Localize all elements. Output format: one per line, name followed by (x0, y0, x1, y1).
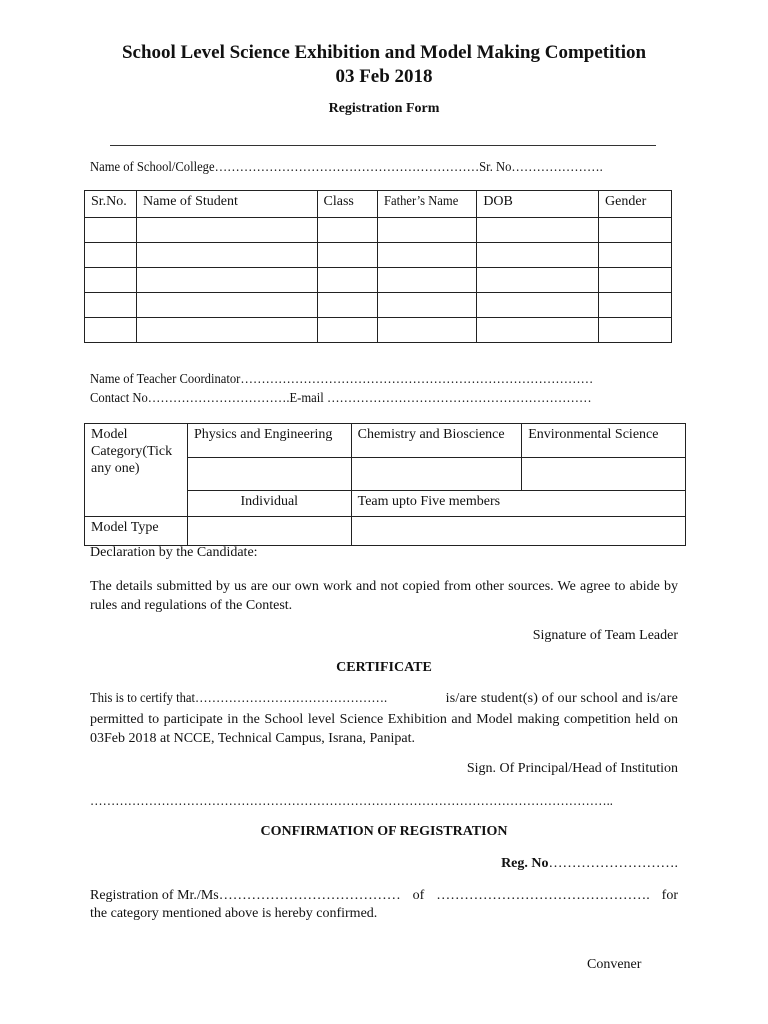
table-cell[interactable] (136, 293, 317, 318)
header-fathers-name: Father’s Name (378, 191, 477, 218)
category-physics-tick[interactable] (187, 458, 351, 491)
contact-line (90, 391, 647, 407)
table-cell[interactable] (599, 218, 672, 243)
students-header-row (85, 191, 672, 218)
category-chemistry-tick[interactable] (351, 458, 522, 491)
declaration-heading: Declaration by the Candidate: (90, 545, 258, 560)
students-table (84, 190, 672, 343)
confirmation-line-2: the category mentioned above is hereby confirmed. (90, 906, 378, 921)
type-team-tick[interactable] (351, 517, 685, 546)
table-cell[interactable] (317, 243, 378, 268)
certificate-heading: CERTIFICATE (336, 660, 432, 675)
page-title: School Level Science Exhibition and Model Making Competition (121, 42, 647, 63)
principal-signature: Sign. Of Principal/Head of Institution (466, 761, 678, 776)
table-cell[interactable] (599, 268, 672, 293)
institution-field[interactable]: ………………………………………. (436, 888, 650, 903)
type-individual-label: Individual (187, 491, 351, 517)
table-row (85, 318, 672, 343)
table-cell[interactable] (85, 218, 137, 243)
srno-label: Sr. No (479, 160, 512, 175)
table-cell[interactable] (378, 218, 477, 243)
table-cell[interactable] (85, 318, 137, 343)
contact-field[interactable]: ……………………………. (147, 391, 290, 406)
certificate-line-1 (90, 691, 678, 707)
table-cell[interactable] (85, 243, 137, 268)
coordinator-field[interactable]: ………………………………………………………………………… (240, 372, 594, 387)
email-label: E-mail (289, 391, 324, 406)
table-cell[interactable] (477, 293, 599, 318)
table-cell[interactable] (85, 293, 137, 318)
table-cell[interactable] (477, 318, 599, 343)
table-cell[interactable] (136, 318, 317, 343)
registrant-name-field[interactable]: ………………………………… (218, 888, 401, 903)
table-cell[interactable] (317, 318, 378, 343)
coordinator-label: Name of Teacher Coordinator (90, 372, 241, 387)
reg-no-label: Reg. No (501, 856, 549, 871)
table-cell[interactable] (599, 318, 672, 343)
table-row (85, 218, 672, 243)
category-environmental-label: Environmental Science (522, 424, 686, 458)
table-cell[interactable] (378, 318, 477, 343)
email-field[interactable]: ……………………………………………………… (323, 391, 592, 406)
table-row (85, 243, 672, 268)
school-label: Name of School/College (90, 160, 215, 175)
certificate-students-field[interactable]: ………………………………………. (194, 691, 388, 706)
table-cell[interactable] (136, 243, 317, 268)
table-cell[interactable] (477, 243, 599, 268)
table-cell[interactable] (85, 268, 137, 293)
confirmation-heading: CONFIRMATION OF REGISTRATION (260, 824, 508, 839)
reg-no-line (501, 856, 678, 872)
of-label: of (412, 888, 425, 903)
table-cell[interactable] (477, 218, 599, 243)
cut-line: …………………………………………………………………………………………………………….. (90, 794, 613, 809)
team-leader-signature: Signature of Team Leader (532, 628, 678, 643)
table-cell[interactable] (136, 268, 317, 293)
header-gender: Gender (599, 191, 672, 218)
event-date: 03 Feb 2018 (335, 66, 433, 87)
header-divider (110, 145, 656, 146)
registration-label: Registration of Mr./Ms (90, 888, 219, 903)
certificate-start: This is to certify that (90, 691, 195, 706)
type-individual-tick[interactable] (187, 517, 351, 546)
model-table (84, 423, 686, 546)
header-student-name: Name of Student (136, 191, 317, 218)
for-label: for (661, 888, 678, 903)
convener-signature: Convener (587, 957, 642, 972)
certificate-end: is/are student(s) of our school and is/are (445, 691, 678, 706)
table-cell[interactable] (599, 243, 672, 268)
school-line (90, 160, 660, 176)
header-class: Class (317, 191, 378, 218)
table-cell[interactable] (378, 243, 477, 268)
table-row (85, 293, 672, 318)
registration-line (90, 888, 678, 904)
table-cell[interactable] (317, 268, 378, 293)
model-type-label: Model Type (85, 517, 188, 546)
reg-no-field[interactable]: ………………………. (548, 856, 678, 871)
certificate-text: permitted to participate in the School level Science Exhibition and Model making competition held on 03Feb 2018 at NCCE, Technical Campus, Israna, Panipat. (90, 712, 678, 746)
table-cell[interactable] (599, 293, 672, 318)
srno-field[interactable]: …………………. (511, 160, 603, 175)
table-row (85, 268, 672, 293)
declaration-text: The details submitted by us are our own work and not copied from other sources. We agree to abide by rules and regulations of the Contest. (90, 579, 678, 613)
form-title: Registration Form (328, 101, 440, 116)
category-chemistry-label: Chemistry and Bioscience (351, 424, 522, 458)
type-team-label: Team upto Five members (351, 491, 685, 517)
school-name-field[interactable]: ……………………………………………………… (214, 160, 480, 175)
model-category-label: Model Category(Tick any one) (85, 424, 188, 517)
table-cell[interactable] (317, 293, 378, 318)
contact-label: Contact No (90, 391, 148, 406)
table-cell[interactable] (477, 268, 599, 293)
table-cell[interactable] (136, 218, 317, 243)
table-cell[interactable] (317, 218, 378, 243)
category-physics-label: Physics and Engineering (187, 424, 351, 458)
table-cell[interactable] (378, 293, 477, 318)
table-cell[interactable] (378, 268, 477, 293)
coordinator-line (90, 372, 649, 388)
category-environmental-tick[interactable] (522, 458, 686, 491)
header-srno: Sr.No. (85, 191, 137, 218)
header-dob: DOB (477, 191, 599, 218)
